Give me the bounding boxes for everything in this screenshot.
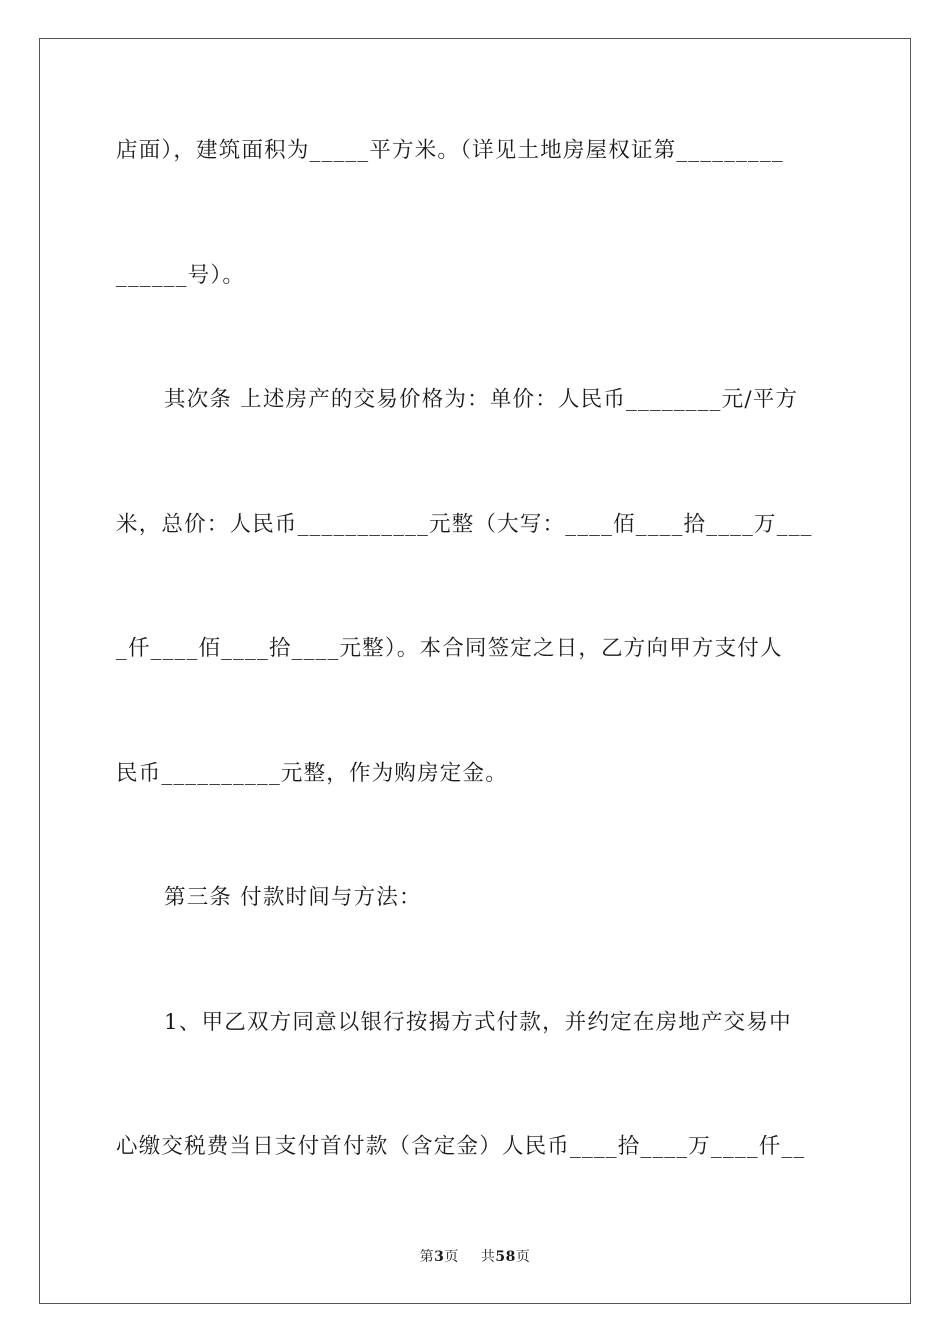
paragraph-line: ______号）。 bbox=[116, 263, 246, 288]
total-pages: 58 bbox=[495, 1249, 516, 1265]
paragraph-line: 心缴交税费当日支付首付款（含定金）人民币____拾____万____仟__ bbox=[116, 1134, 806, 1159]
paragraph-line: 其次条 上述房产的交易价格为：单价：人民币________元/平方 bbox=[164, 387, 799, 412]
page-footer bbox=[0, 1246, 950, 1266]
paragraph-line: _仟____佰____拾____元整）。本合同签定之日，乙方向甲方支付人 bbox=[116, 636, 783, 661]
page-prefix: 第 bbox=[419, 1249, 435, 1265]
paragraph-line: 1、甲乙双方同意以银行按揭方式付款，并约定在房地产交易中 bbox=[164, 1010, 792, 1035]
page-number: 3 bbox=[434, 1249, 445, 1265]
paragraph-line: 民币__________元整，作为购房定金。 bbox=[116, 761, 508, 786]
total-suffix: 页 bbox=[515, 1249, 531, 1265]
page-suffix: 页 bbox=[444, 1249, 459, 1265]
paragraph-line: 店面），建筑面积为_____平方米。（详见土地房屋权证第_________ bbox=[116, 138, 784, 163]
total-prefix: 共 bbox=[480, 1249, 496, 1265]
section-heading: 第三条 付款时间与方法： bbox=[164, 885, 422, 910]
paragraph-line: 米，总价：人民币___________元整（大写：____佰____拾____万___ bbox=[116, 512, 813, 537]
page-frame bbox=[39, 38, 911, 1304]
